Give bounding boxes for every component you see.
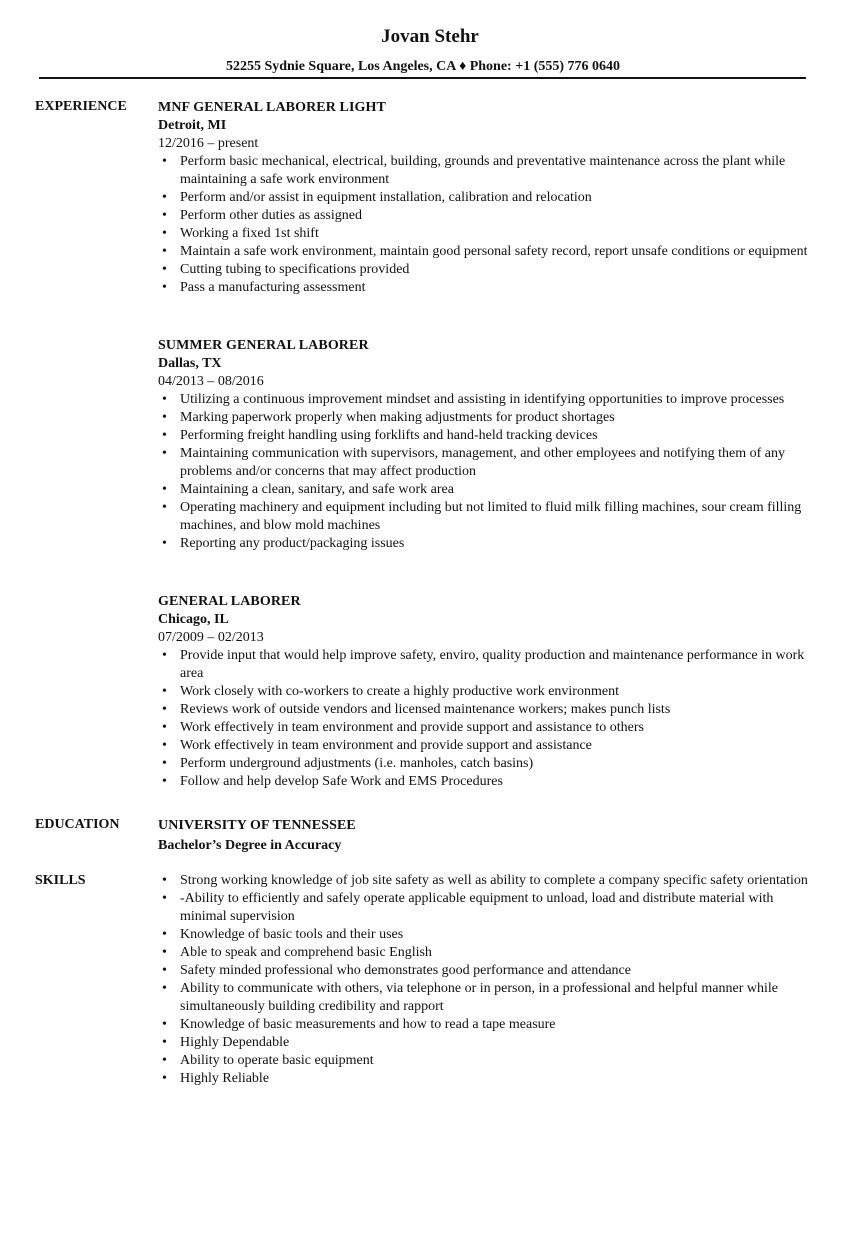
skills-heading: SKILLS bbox=[35, 873, 86, 888]
list-item-text: Performing freight handling using forklifts and hand-held tracking devices bbox=[180, 428, 598, 443]
list-item-text: Working a fixed 1st shift bbox=[180, 226, 319, 241]
bullet-icon: • bbox=[162, 648, 167, 663]
job-entry bbox=[158, 337, 818, 553]
list-item-text: Work effectively in team environment and provide support and assistance to others bbox=[180, 720, 644, 735]
bullet-icon: • bbox=[162, 154, 167, 169]
bullet-icon: • bbox=[162, 945, 167, 960]
bullet-icon: • bbox=[162, 1071, 167, 1086]
bullet-icon: • bbox=[162, 963, 167, 978]
job-dates: 07/2009 – 02/2013 bbox=[158, 630, 264, 645]
job-title: GENERAL LABORER bbox=[158, 594, 301, 609]
list-item bbox=[158, 1070, 818, 1088]
skills-entry bbox=[158, 872, 818, 1088]
job-dates: 12/2016 – present bbox=[158, 136, 259, 151]
bullet-icon: • bbox=[162, 446, 167, 461]
list-item-text: Work closely with co-workers to create a highly productive work environment bbox=[180, 684, 619, 699]
bullet-icon: • bbox=[162, 873, 167, 888]
bullet-icon: • bbox=[162, 738, 167, 753]
list-item-text: Marking paperwork properly when making adjustments for product shortages bbox=[180, 410, 615, 425]
bullet-icon: • bbox=[162, 774, 167, 789]
list-item bbox=[158, 1016, 818, 1034]
list-item bbox=[158, 499, 818, 535]
list-item-text: Maintaining a clean, sanitary, and safe work area bbox=[180, 482, 454, 497]
list-item bbox=[158, 481, 818, 499]
list-item bbox=[158, 755, 818, 773]
list-item-text: Work effectively in team environment and provide support and assistance bbox=[180, 738, 592, 753]
list-item-text: Perform other duties as assigned bbox=[180, 208, 362, 223]
list-item bbox=[158, 773, 818, 791]
list-item-text: Follow and help develop Safe Work and EMS Procedures bbox=[180, 774, 503, 789]
list-item bbox=[158, 243, 818, 261]
list-item-text: Knowledge of basic tools and their uses bbox=[180, 927, 404, 942]
experience-heading: EXPERIENCE bbox=[35, 99, 127, 114]
education-heading: EDUCATION bbox=[35, 817, 120, 832]
list-item bbox=[158, 427, 818, 445]
list-item bbox=[158, 701, 818, 719]
list-item-text: Perform underground adjustments (i.e. manholes, catch basins) bbox=[180, 756, 534, 771]
list-item bbox=[158, 719, 818, 737]
job-bullet-list bbox=[158, 391, 818, 553]
list-item-text: Able to speak and comprehend basic English bbox=[180, 945, 432, 960]
bullet-icon: • bbox=[162, 756, 167, 771]
list-item-text: Provide input that would help improve safety, enviro, quality production and maintenance performance in work area bbox=[180, 648, 805, 681]
bullet-icon: • bbox=[162, 1053, 167, 1068]
bullet-icon: • bbox=[162, 720, 167, 735]
bullet-icon: • bbox=[162, 891, 167, 906]
list-item bbox=[158, 279, 818, 297]
degree: Bachelor’s Degree in Accuracy bbox=[158, 838, 342, 853]
list-item-text: Pass a manufacturing assessment bbox=[180, 280, 366, 295]
list-item-text: Ability to communicate with others, via telephone or in person, in a professional and helpful manner while simultaneously building credibility and rapport bbox=[180, 981, 778, 1014]
bullet-icon: • bbox=[162, 244, 167, 259]
education-entry bbox=[158, 817, 818, 855]
candidate-name: Jovan Stehr bbox=[381, 26, 479, 47]
list-item bbox=[158, 737, 818, 755]
list-item-text: Perform and/or assist in equipment installation, calibration and relocation bbox=[180, 190, 592, 205]
bullet-icon: • bbox=[162, 500, 167, 515]
list-item bbox=[158, 962, 818, 980]
list-item bbox=[158, 535, 818, 553]
list-item-text: Maintain a safe work environment, maintain good personal safety record, report unsafe conditions or equipment bbox=[180, 244, 808, 259]
job-location: Dallas, TX bbox=[158, 356, 222, 371]
list-item-text: Operating machinery and equipment including but not limited to fluid milk filling machines, sour cream filling machines, and blow mold machines bbox=[180, 500, 802, 533]
list-item-text: Highly Dependable bbox=[180, 1035, 290, 1050]
list-item bbox=[158, 409, 818, 427]
bullet-icon: • bbox=[162, 428, 167, 443]
list-item-text: Reporting any product/packaging issues bbox=[180, 536, 405, 551]
list-item bbox=[158, 926, 818, 944]
list-item-text: Cutting tubing to specifications provided bbox=[180, 262, 410, 277]
bullet-icon: • bbox=[162, 190, 167, 205]
bullet-icon: • bbox=[162, 684, 167, 699]
job-bullet-list bbox=[158, 153, 818, 297]
bullet-icon: • bbox=[162, 410, 167, 425]
bullet-icon: • bbox=[162, 226, 167, 241]
list-item-text: Highly Reliable bbox=[180, 1071, 270, 1086]
list-item bbox=[158, 391, 818, 409]
list-item bbox=[158, 1034, 818, 1052]
bullet-icon: • bbox=[162, 702, 167, 717]
list-item bbox=[158, 1052, 818, 1070]
list-item-text: Ability to operate basic equipment bbox=[180, 1053, 374, 1068]
bullet-icon: • bbox=[162, 981, 167, 996]
job-entry bbox=[158, 99, 818, 297]
bullet-icon: • bbox=[162, 208, 167, 223]
job-location: Detroit, MI bbox=[158, 118, 227, 133]
list-item bbox=[158, 980, 818, 1016]
list-item-text: Knowledge of basic measurements and how to read a tape measure bbox=[180, 1017, 556, 1032]
contact-line: 52255 Sydnie Square, Los Angeles, CA ♦ Phone: +1 (555) 776 0640 bbox=[225, 59, 621, 74]
list-item-text: Strong working knowledge of job site safety as well as ability to complete a company specific safety orientation bbox=[180, 873, 808, 888]
list-item bbox=[158, 683, 818, 701]
bullet-icon: • bbox=[162, 262, 167, 277]
job-dates: 04/2013 – 08/2016 bbox=[158, 374, 264, 389]
list-item bbox=[158, 890, 818, 926]
job-title: SUMMER GENERAL LABORER bbox=[158, 338, 369, 353]
bullet-icon: • bbox=[162, 392, 167, 407]
job-location: Chicago, IL bbox=[158, 612, 229, 627]
list-item-text: Safety minded professional who demonstrates good performance and attendance bbox=[180, 963, 631, 978]
bullet-icon: • bbox=[162, 482, 167, 497]
bullet-icon: • bbox=[162, 280, 167, 295]
bullet-icon: • bbox=[162, 927, 167, 942]
bullet-icon: • bbox=[162, 536, 167, 551]
list-item-text: Perform basic mechanical, electrical, building, grounds and preventative maintenance across the plant while maintaining a safe work environment bbox=[180, 154, 786, 187]
list-item bbox=[158, 647, 818, 683]
skills-list bbox=[158, 872, 818, 1088]
job-entry bbox=[158, 593, 818, 791]
list-item bbox=[158, 225, 818, 243]
list-item bbox=[158, 189, 818, 207]
school-name: UNIVERSITY OF TENNESSEE bbox=[158, 818, 356, 833]
list-item-text: Maintaining communication with supervisors, management, and other employees and notifying them of any problems and/or concerns that may affect production bbox=[180, 446, 785, 479]
header-divider bbox=[39, 77, 806, 79]
list-item-text: -Ability to efficiently and safely operate applicable equipment to unload, load and distribute material with minimal supervision bbox=[180, 891, 774, 924]
bullet-icon: • bbox=[162, 1017, 167, 1032]
job-title: MNF GENERAL LABORER LIGHT bbox=[158, 100, 386, 115]
list-item bbox=[158, 207, 818, 225]
job-bullet-list bbox=[158, 647, 818, 791]
list-item-text: Reviews work of outside vendors and licensed maintenance workers; makes punch lists bbox=[180, 702, 671, 717]
list-item-text: Utilizing a continuous improvement mindset and assisting in identifying opportunities to improve processes bbox=[180, 392, 785, 407]
list-item bbox=[158, 872, 818, 890]
list-item bbox=[158, 944, 818, 962]
list-item bbox=[158, 153, 818, 189]
bullet-icon: • bbox=[162, 1035, 167, 1050]
list-item bbox=[158, 445, 818, 481]
list-item bbox=[158, 261, 818, 279]
